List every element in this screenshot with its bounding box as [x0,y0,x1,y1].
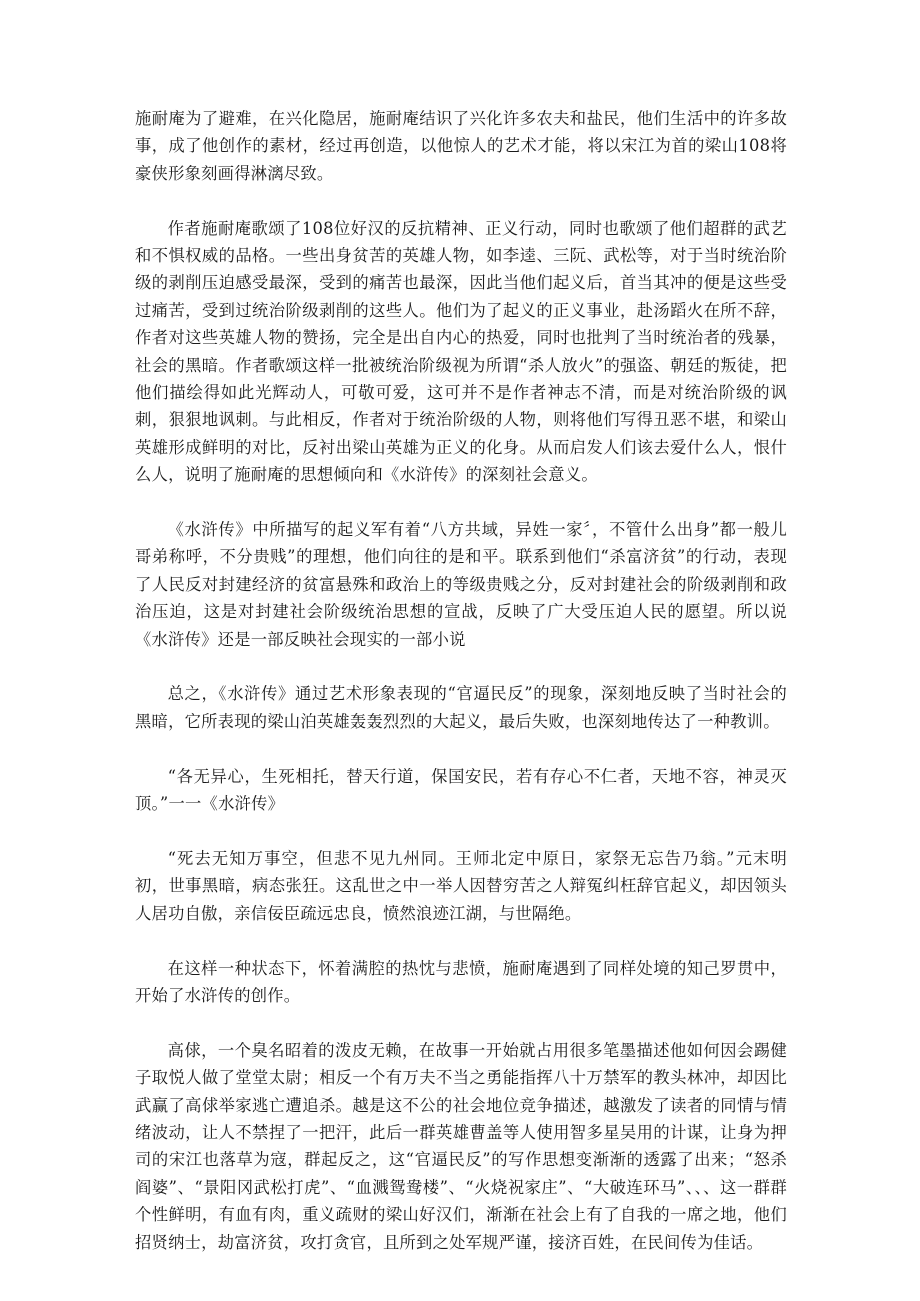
paragraph-5-quote: “各无异心，生死相托，替天行道，保国安民，若有存心不仁者，天地不容，神灵灭顶。”一一《水浒传》 [135,766,787,814]
document-page [135,105,787,1283]
paragraph-3: 《水浒传》中所描写的起义军有着“八方共域，异姓一家〞，不管什么出身”都一般儿哥弟称呼，不分贵贱”的理想，他们向往的是和平。联系到他们“杀富济贫”的行动，表现了人民反对封建经济的贫富悬殊和政治上的等级贵贱之分，反对封建社会的阶级剥削和政治压迫，这是对封建社会阶级统治思想的宣战，反映了广大受压迫人民的愿望。所以说《水浒传》还是一部反映社会现实的一部小说 [135,520,787,649]
paragraph-4: 总之，《水浒传》通过艺术形象表现的“官逼民反”的现象，深刻地反映了当时社会的黑暗，它所表现的梁山泊英雄轰轰烈烈的大起义，最后失败，也深刻地传达了一种教训。 [135,684,787,731]
paragraph-2: 作者施耐庵歌颂了108位好汉的反抗精神、正义行动，同时也歌颂了他们超群的武艺和不惧权威的品格。一些出身贫苦的英雄人物，如李逵、三阮、武松等，对于当时统治阶级的剥削压迫感受最深，受到的痛苦也最深，因此当他们起义后，首当其冲的便是这些受过痛苦，受到过统治阶级剥削的这些人。他们为了起义的正义事业，赴汤蹈火在所不辞，作者对这些英雄人物的赞扬，完全是出自内心的热爱，同时也批判了当时统治者的残暴，社会的黑暗。作者歌颂这样一批被统治阶级视为所谓“杀人放火”的强盗、朝廷的叛徒，把他们描绘得如此光辉动人，可敬可爱，这可并不是作者神志不清，而是对统治阶级的讽刺，狠狠地讽刺。与此相反，作者对于统治阶级的人物，则将他们写得丑恶不堪，和梁山英雄形成鲜明的对比，反衬出梁山英雄为正义的化身。从而启发人们该去爱什么人，恨什么人，说明了施耐庵的思想倾向和《水浒传》的深刻社会意义。 [135,218,787,485]
paragraph-7: 在这样一种状态下，怀着满腔的热忱与悲愤，施耐庵遇到了同样处境的知己罗贯中，开始了水浒传的创作。 [135,958,787,1005]
paragraph-6-quote: “死去无知万事空，但悲不见九州同。王师北定中原日，家祭无忘告乃翁。”元末明初，世事黑暗，病态张狂。这乱世之中一举人因替穷苦之人辩冤纠枉辞官起义，却因领头人居功自傲，亲信佞臣疏远忠良，愤然浪迹江湖，与世隔绝。 [135,848,787,923]
paragraph-8: 高俅，一个臭名昭着的泼皮无赖，在故事一开始就占用很多笔墨描述他如何因会踢健子取悦人做了堂堂太尉；相反一个有万夫不当之勇能指挥八十万禁军的教头林冲，却因比武赢了高俅举家逃亡遭追杀。越是这不公的社会地位竞争描述，越激发了读者的同情与情绪波动，让人不禁捏了一把汗，此后一群英雄曹盖等人使用智多星吴用的计谋，让身为押司的宋江也落草为寇，群起反之，这“官逼民反”的写作思想变渐渐的透露了出来；“怒杀阎婆”、“景阳冈武松打虎”、“血溅鸳鸯楼”、“火烧祝家庄”、“大破连环马”、、、这一群群个性鲜明，有血有肉，重义疏财的梁山好汉们，渐渐在社会上有了自我的一席之地，他们招贤纳士，劫富济贫，攻打贪官，且所到之处军规严谨，接济百姓，在民间传为佳话。 [135,1040,787,1252]
paragraph-1: 施耐庵为了避难，在兴化隐居，施耐庵结识了兴化许多农夫和盐民，他们生活中的许多故事，成了他创作的素材，经过再创造，以他惊人的艺术才能，将以宋江为首的梁山108将豪侠形象刻画得淋漓尽致。 [135,109,787,183]
